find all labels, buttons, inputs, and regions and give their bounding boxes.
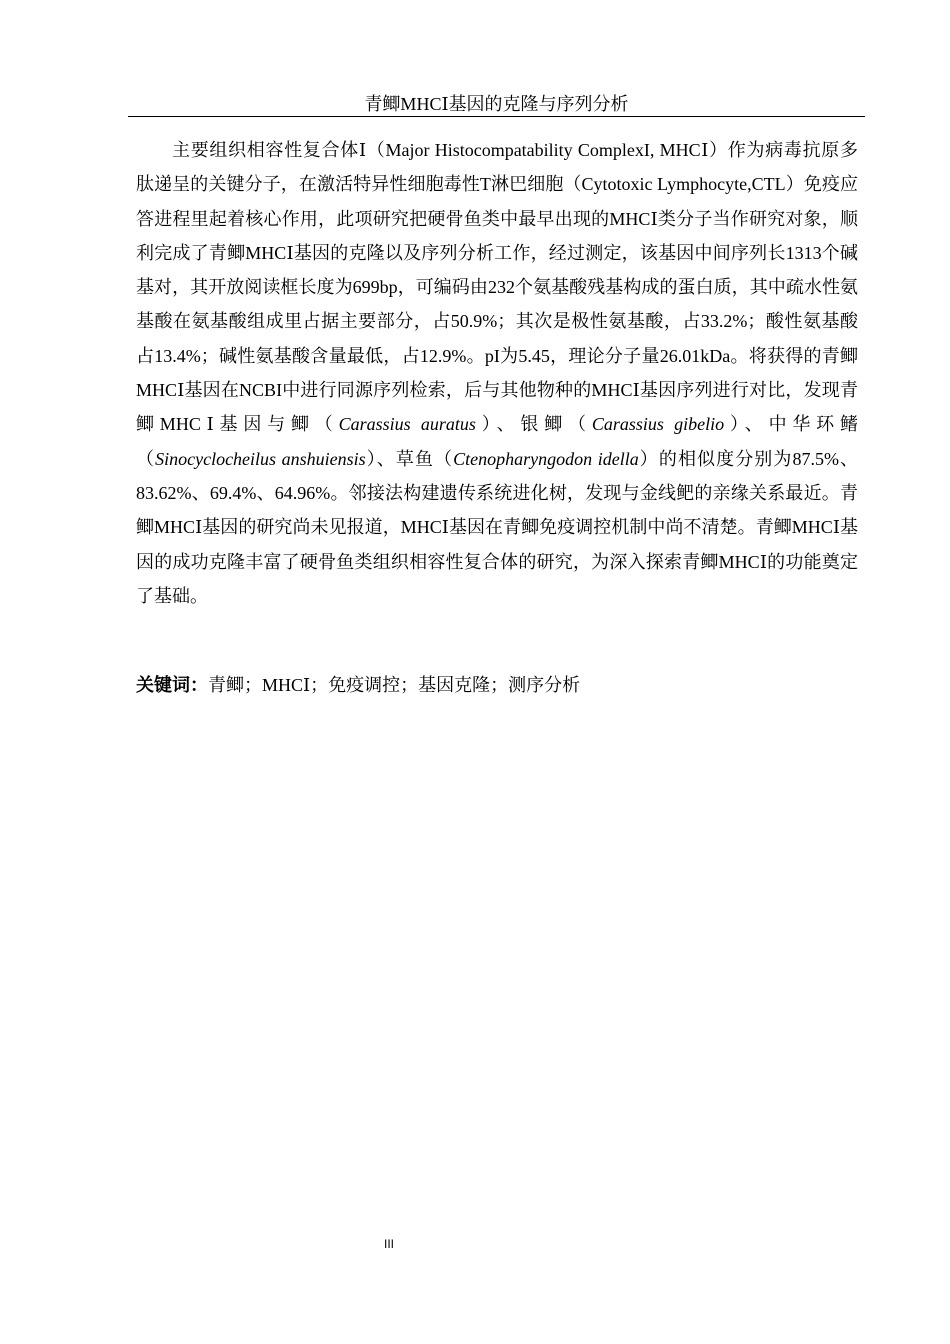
abstract-text-2: ）、银鲫（ — [475, 414, 592, 435]
running-header: 青鲫MHCⅠ基因的克隆与序列分析 — [364, 94, 629, 114]
abstract-text-3: ）、中华环鳍（ — [136, 414, 858, 469]
keywords-line — [136, 670, 858, 700]
page-number: III — [383, 1237, 394, 1251]
abstract-paragraph — [136, 133, 858, 613]
header-rule — [128, 116, 865, 117]
abstract-text-1: 主要组织相容性复合体Ⅰ（Major Histocompatability ComplexI, MHCⅠ）作为病毒抗原多肽递呈的关键分子，在激活特异性细胞毒性T淋巴细胞（Cytotoxic Lymphocyte,CTL）免疫应答进程里起着核心作用，此项研究把硬骨鱼类中最早出现的MHCⅠ类分子当作研究对象，顺利完成了青鲫MHCⅠ基因的克隆以及序列分析工作，经过测定，该基因中间序列长1313个碱基对，其开放阅读框长度为699bp，可编码由232个氨基酸残基构成的蛋白质，其中疏水性氨基酸在氨基酸组成里占据主要部分，占50.9%；其次是极性氨基酸，占33.2%；酸性氨基酸占13.4%；碱性氨基酸含量最低，占12.9%。pI为5.45，理论分子量26.01kDa。将获得的青鲫MHCⅠ基因在NCBI中进行同源序列检索，后与其他物种的MHCⅠ基因序列进行对比，发现青鲫MHCⅠ基因与鲫（ — [136, 140, 858, 435]
abstract-text-4: ）、草鱼（ — [365, 448, 454, 469]
keywords-label: 关键词： — [136, 675, 208, 695]
species-name-ctenopharyngodon: Ctenopharyngodon idella — [453, 448, 639, 469]
keywords-text: 青鲫；MHCⅠ；免疫调控；基因克隆；测序分析 — [208, 675, 581, 695]
abstract-text-5: ）的相似度分别为87.5%、83.62%、69.4%、64.96%。邻接法构建遗传系统进化树，发现与金线鲃的亲缘关系最近。青鲫MHCⅠ基因的研究尚未见报道，MHCⅠ基因在青鲫免疫调控机制中尚不清楚。青鲫MHCⅠ基因的成功克隆丰富了硬骨鱼类组织相容性复合体的研究，为深入探索青鲫MHCⅠ的功能奠定了基础。 — [136, 448, 859, 606]
species-name-sinocyclocheilus: Sinocyclocheilus anshuiensis — [155, 448, 366, 469]
species-name-carassius-gibelio: Carassius gibelio — [591, 414, 725, 435]
species-name-carassius-auratus: Carassius auratus — [338, 414, 476, 435]
